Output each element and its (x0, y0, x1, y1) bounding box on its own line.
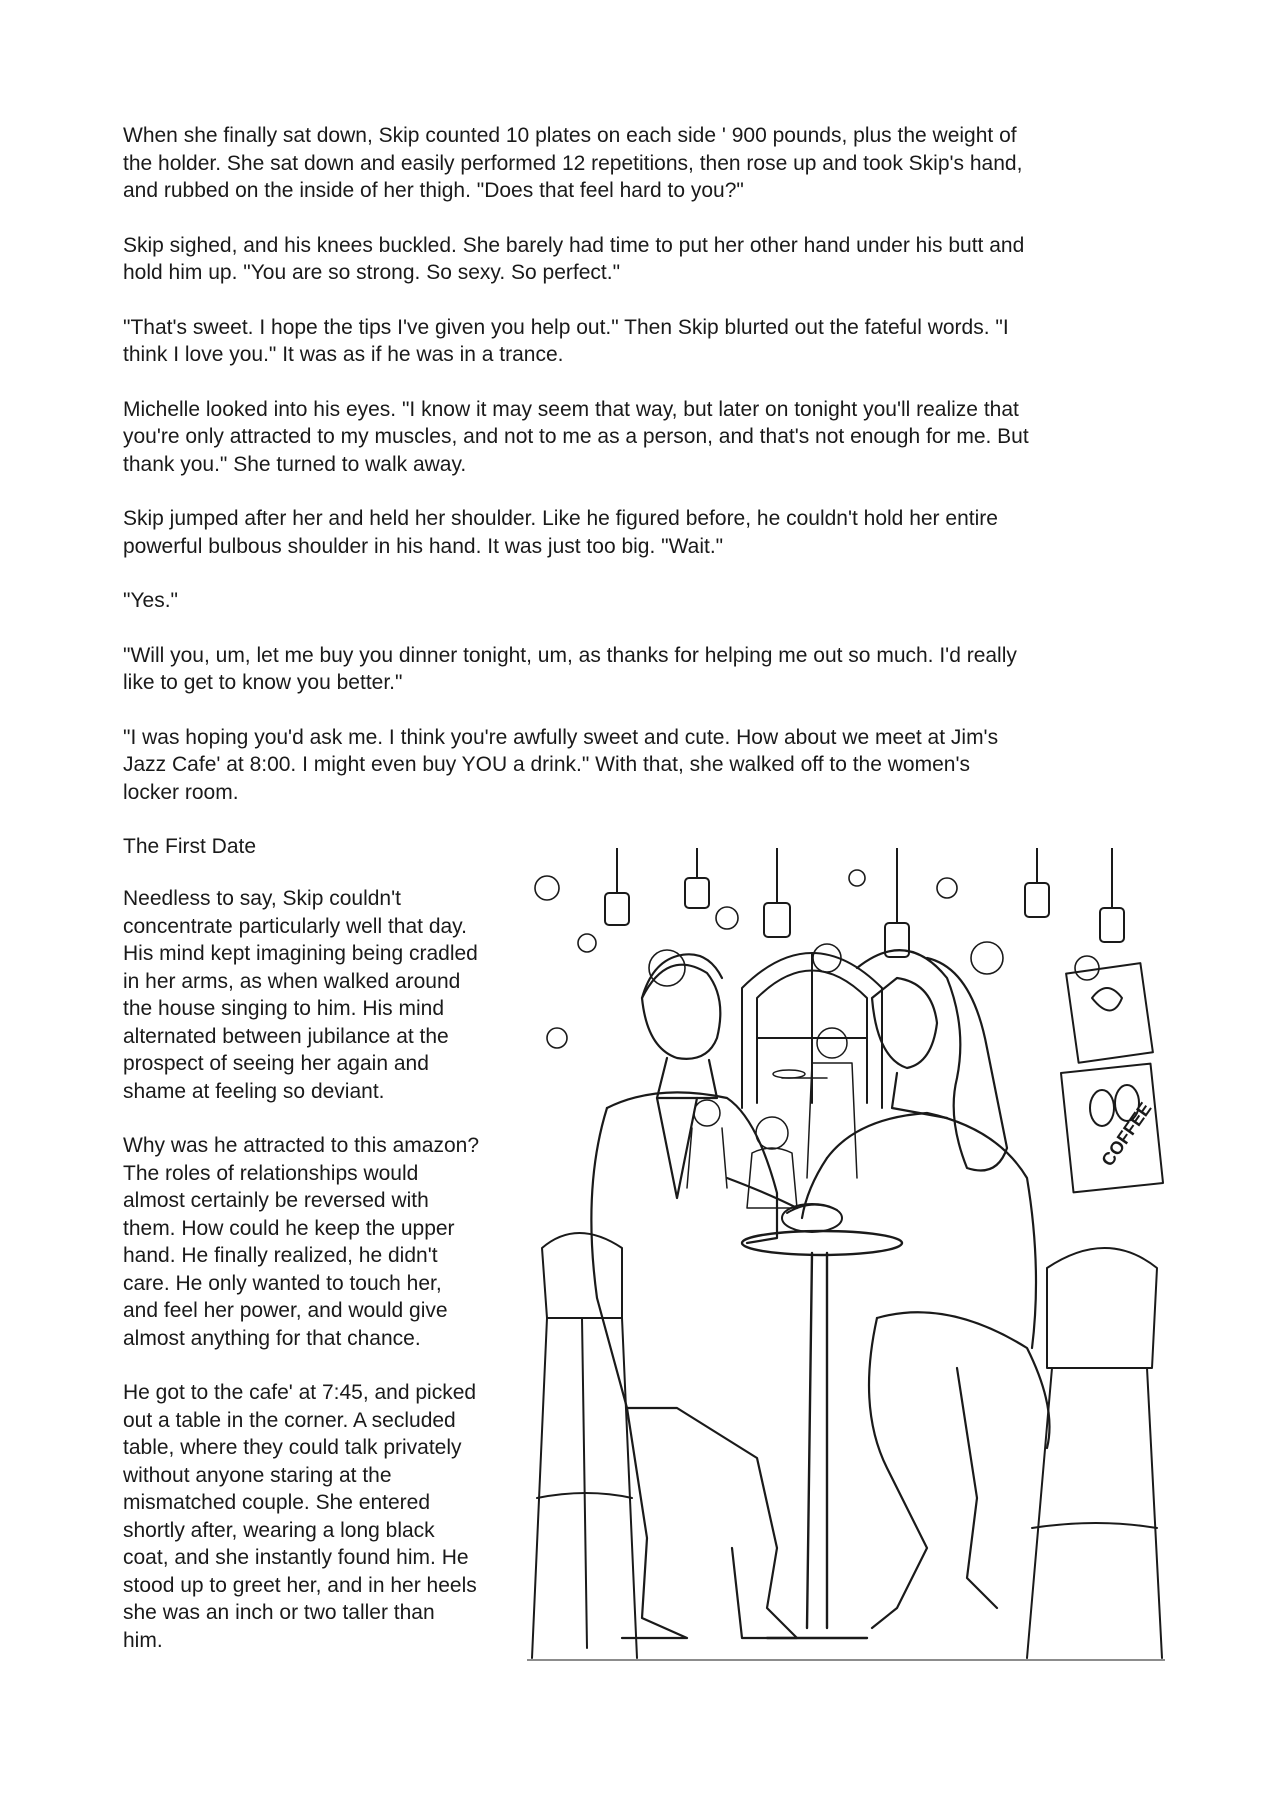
paragraph: Why was he attracted to this amazon? The roles of relationships would almost certainly be reversed with them. How could he keep the upper hand. He finally realized, he didn't care. He only wanted to touch her, and feel her power, and would give almost anything for that chance. (123, 1134, 480, 1350)
paragraph: Michelle looked into his eyes. "I know it may seem that way, but later on tonight you'll realize that you're only attracted to my muscles, and not to me as a person, and that's not enough for me. But thank you." She turned to walk away. (123, 397, 1029, 476)
section-heading: The First Date (123, 835, 257, 858)
top-text-block (123, 122, 1163, 888)
paragraph: Needless to say, Skip couldn't concentrate particularly well that day. His mind kept imagining being cradled in her arms, as when walked around the house singing to him. His mind alternated between jubilance at the prospect of seeing her again and shame at feeling so deviant. (123, 887, 478, 1103)
left-column-text (123, 885, 535, 1681)
paragraph: "I was hoping you'd ask me. I think you're awfully sweet and cute. How about we meet at Jim's Jazz Cafe' at 8:00. I might even buy YOU a drink." With that, she walked off to the women's locker room. (123, 725, 999, 804)
paragraph: He got to the cafe' at 7:45, and picked out a table in the corner. A secluded table, where they could talk privately without anyone staring at the mismatched couple. She entered shortly after, wearing a long black coat, and she instantly found him. He stood up to greet her, and in her heels she was an inch or two taller than him. (123, 1381, 477, 1652)
coffee-sign-text: COFFEE (1097, 1098, 1156, 1170)
cafe-table (742, 1231, 902, 1638)
paragraph: "That's sweet. I hope the tips I've given you help out." Then Skip blurted out the fateful words. "I think I love you." It was as if he was in a trance. (123, 315, 1009, 366)
clasped-hands (782, 1204, 842, 1232)
coffee-sign (1061, 1064, 1163, 1193)
paragraph: Skip jumped after her and held her shoulder. Like he figured before, he couldn't hold her entire powerful bulbous shoulder in his hand. It was just too big. "Wait." (123, 507, 998, 558)
arched-window (742, 953, 882, 1108)
hanging-lamps (605, 848, 1124, 957)
chair-right (1027, 1248, 1162, 1658)
paragraph: "Yes." (123, 589, 179, 612)
woman-figure (802, 950, 1050, 1628)
paragraph: Skip sighed, and his knees buckled. She barely had time to put her other hand under his butt and hold him up. "You are so strong. So sexy. So perfect." (123, 233, 1025, 284)
paragraph: When she finally sat down, Skip counted 10 plates on each side ' 900 pounds, plus the weight of the holder. She sat down and easily performed 12 repetitions, then rose up and took Skip's hand, and rubbed on the inside of her thigh. "Does that feel hard to you?" (123, 124, 1023, 202)
light-bubbles (535, 870, 1099, 1048)
illustration-svg (527, 848, 1165, 1668)
paragraph: "Will you, um, let me buy you dinner tonight, um, as thanks for helping me out so much. I'd really like to get to know you better." (123, 643, 1017, 694)
background-waiter (773, 1028, 857, 1178)
cafe-couple-illustration (527, 848, 1165, 1668)
chair-left (532, 1233, 637, 1658)
